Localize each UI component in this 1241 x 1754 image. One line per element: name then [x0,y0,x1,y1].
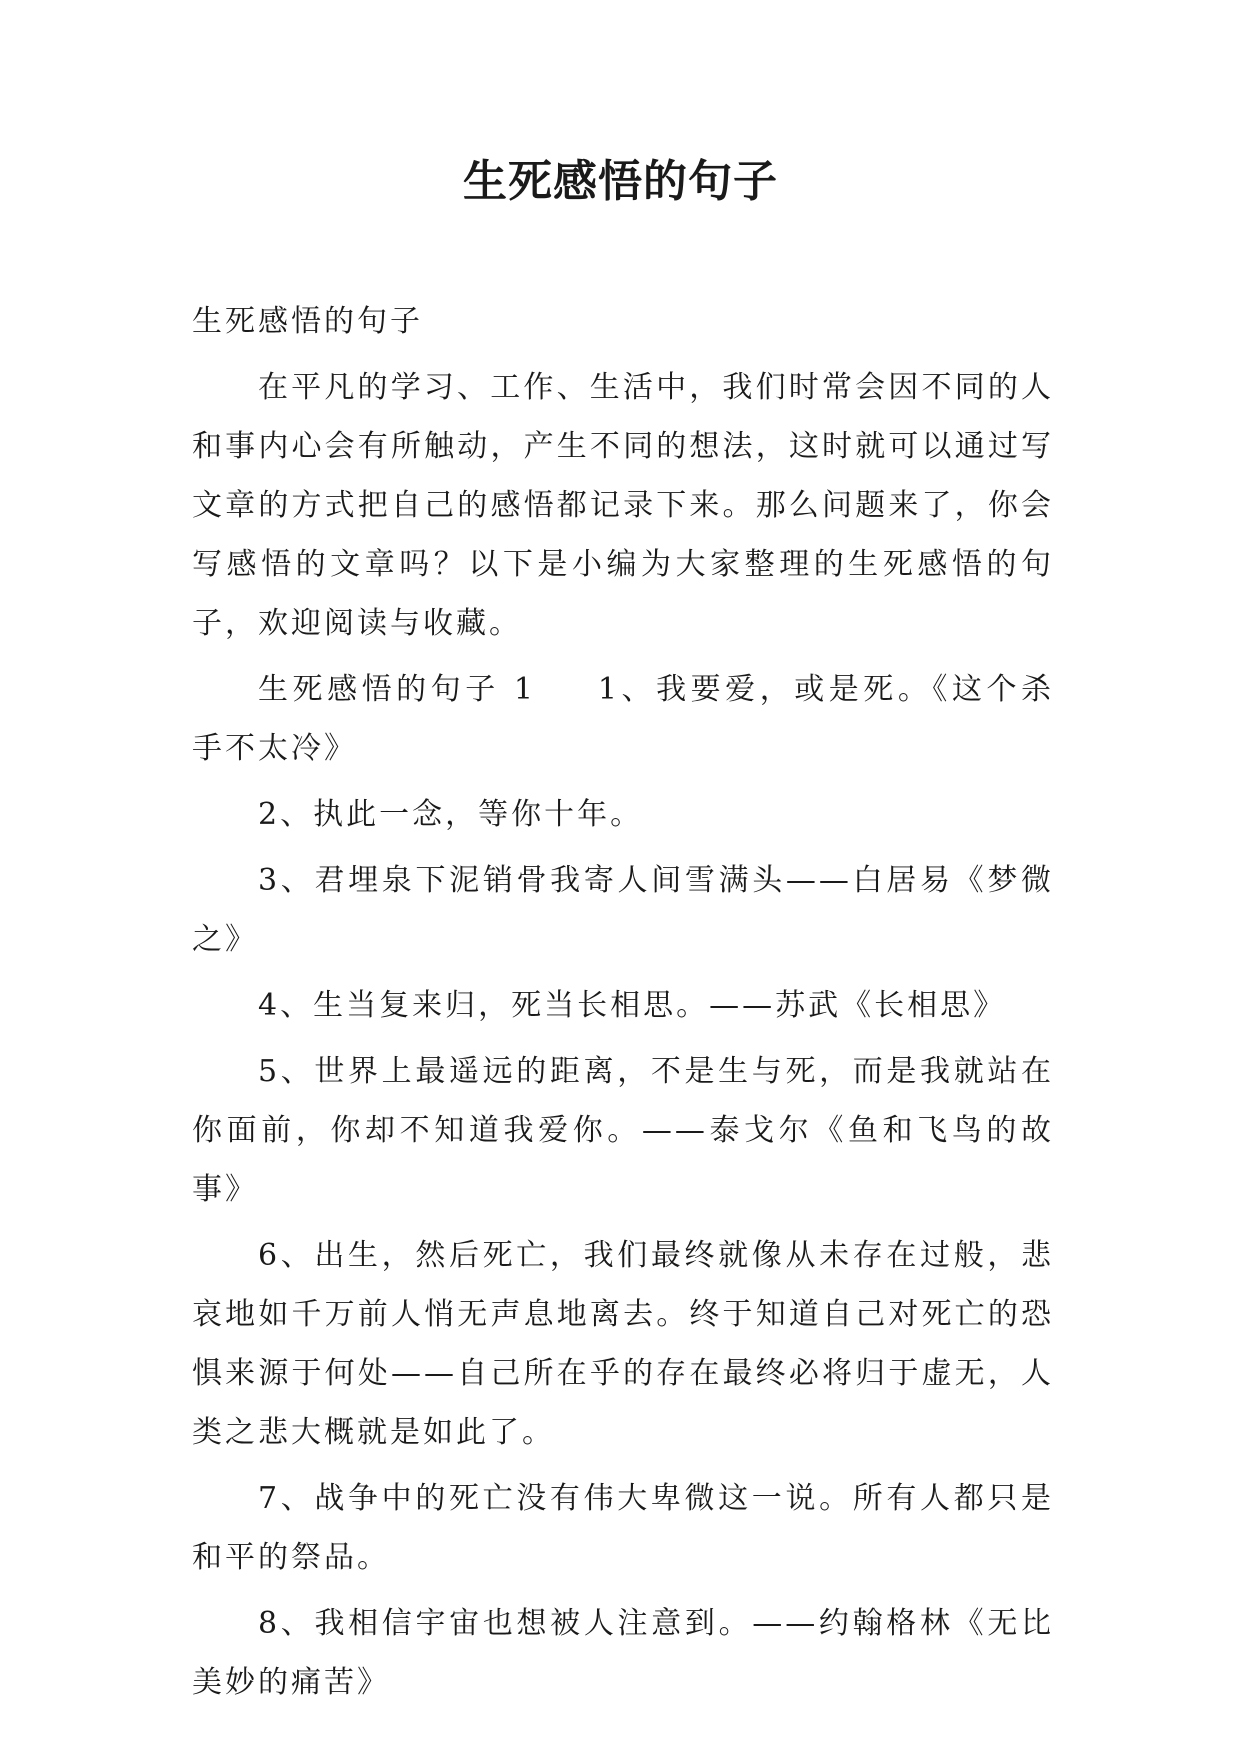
document-subtitle: 生死感悟的句子 [192,304,423,339]
list-item: 8、我相信宇宙也想被人注意到。——约翰格林《无比美妙的痛苦》 [192,1606,1054,1700]
intro-paragraph: 在平凡的学习、工作、生活中，我们时常会因不同的人和事内心会有所触动，产生不同的想法，这时就可以通过写文章的方式把自己的感悟都记录下来。那么问题来了，你会写感悟的文章吗？以下是小编为大家整理的生死感悟的句子，欢迎阅读与收藏。 [192,370,1054,641]
list-item: 2、执此一念，等你十年。 [258,797,644,832]
list-item: 3、君埋泉下泥销骨我寄人间雪满头——白居易《梦微之》 [192,863,1054,957]
list-item: 7、战争中的死亡没有伟大卑微这一说。所有人都只是和平的祭品。 [192,1481,1054,1575]
document-body [192,292,1054,1719]
list-item: 6、出生，然后死亡，我们最终就像从未存在过般，悲哀地如千万前人悄无声息地离去。终于知道自己对死亡的恐惧来源于何处——自己所在乎的存在最终必将归于虚无，人类之悲大概就是如此了。 [192,1238,1054,1450]
document-title: 生死感悟的句子 [463,156,778,207]
section-first-paragraph [192,660,1054,778]
section-heading: 生死感悟的句子 1 [258,672,536,707]
list-item: 4、生当复来归，死当长相思。——苏武《长相思》 [258,988,1007,1023]
list-item: 1、我要爱，或是死。《这个杀手不太冷》 [192,672,1054,766]
list-item: 5、世界上最遥远的距离，不是生与死，而是我就站在你面前，你却不知道我爱你。——泰戈尔《鱼和飞鸟的故事》 [192,1054,1054,1207]
